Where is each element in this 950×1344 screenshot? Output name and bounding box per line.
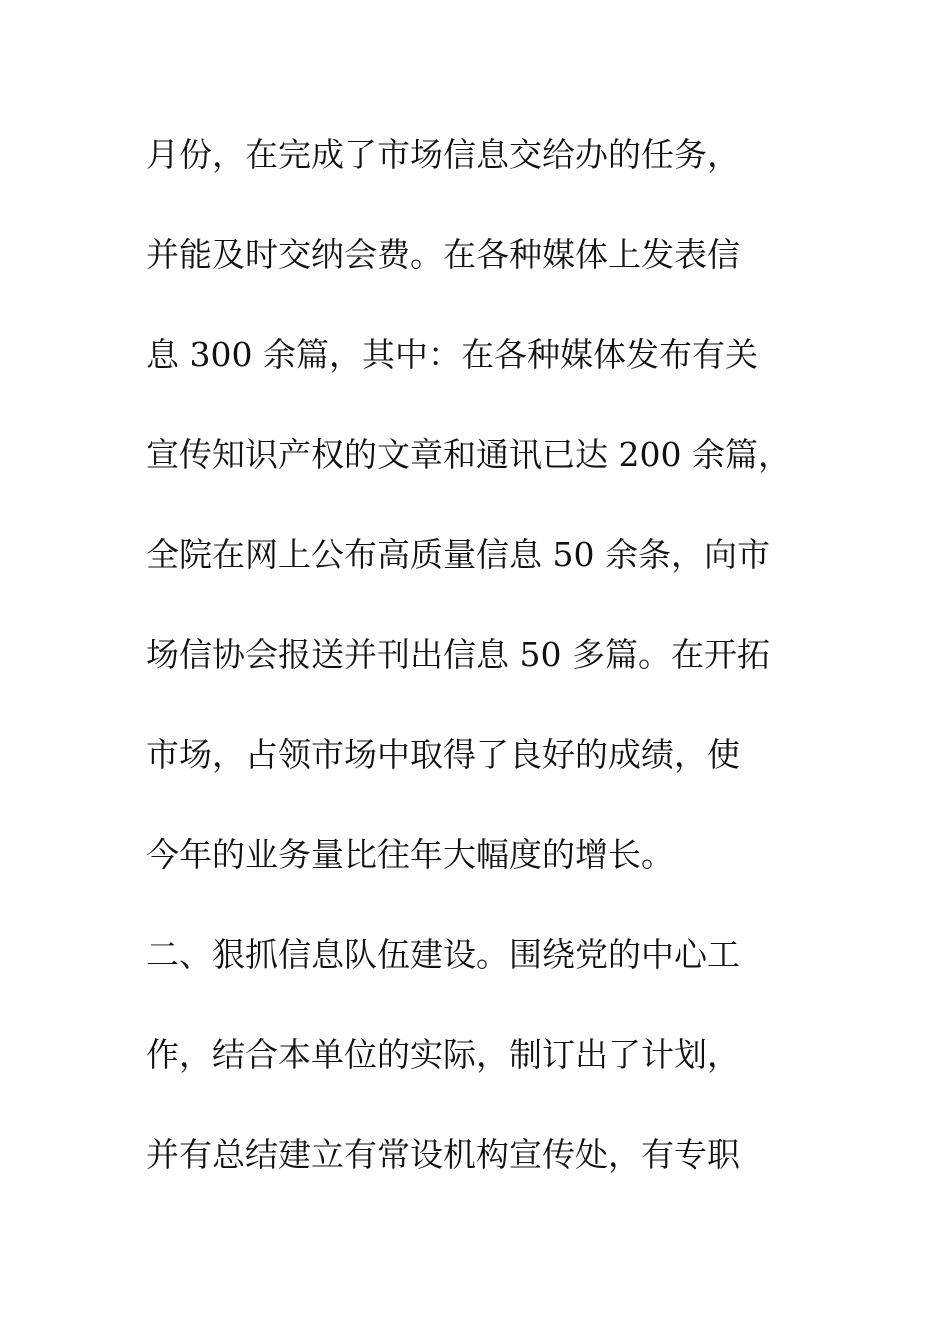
text-line: 月份，在完成了市场信息交给办的任务， [146,135,740,174]
body-text [146,122,806,1222]
text-line: 今年的业务量比往年大幅度的增长。 [146,835,674,874]
text-line: 宣传知识产权的文章和通讯已达 200 余篇， [146,435,791,474]
text-line: 二、狠抓信息队伍建设。围绕党的中心工 [146,935,740,974]
text-line: 息 300 余篇，其中：在各种媒体发布有关 [146,335,758,374]
text-line: 并有总结建立有常设机构宣传处，有专职 [146,1135,740,1174]
text-line: 市场，占领市场中取得了良好的成绩，使 [146,735,740,774]
text-line: 全院在网上公布高质量信息 50 余条，向市 [146,535,770,574]
text-line: 作，结合本单位的实际，制订出了计划， [146,1035,740,1074]
text-line: 场信协会报送并刊出信息 50 多篇。在开拓 [146,635,770,674]
text-line: 并能及时交纳会费。在各种媒体上发表信 [146,235,740,274]
